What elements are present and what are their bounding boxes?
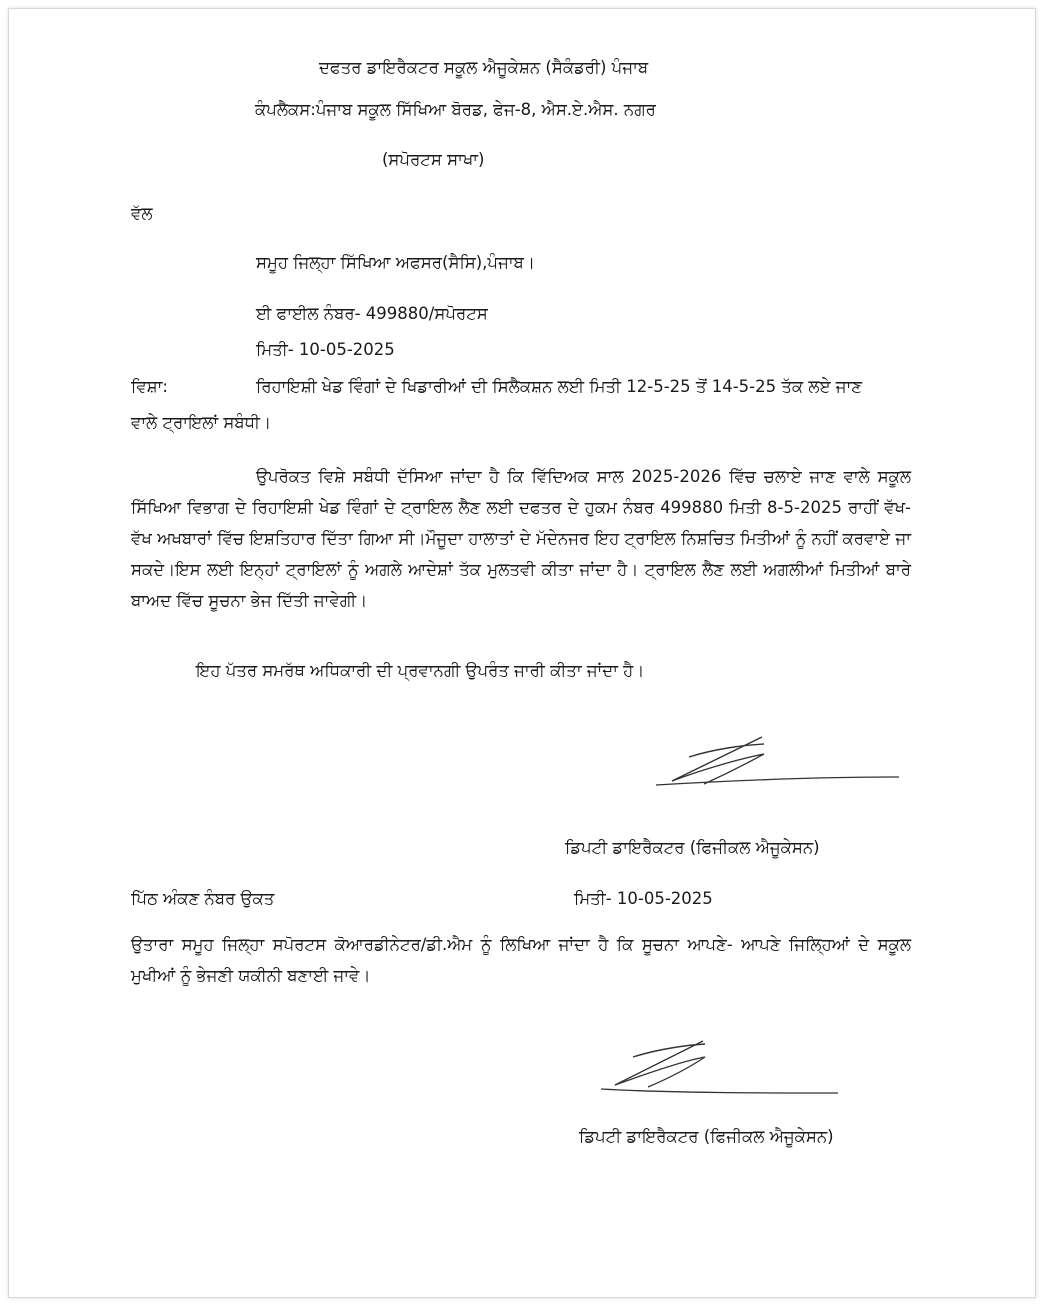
recipient: ਸਮੂਹ ਜਿਲ੍ਹਾ ਸਿੱਖਿਆ ਅਫਸਰ(ਸੈਸਿ),ਪੰਜਾਬ। (256, 253, 535, 272)
signature-1 (644, 729, 904, 799)
signature-2 (593, 1039, 843, 1099)
body-paragraph-2: ਇਹ ਪੱਤਰ ਸਮਰੱਥ ਅਧਿਕਾਰੀ ਦੀ ਪ੍ਰਵਾਨਗੀ ਉਪਰੰਤ ਜਾਰੀ ਕੀਤਾ ਜਾਂਦਾ ਹੈ। (196, 661, 645, 680)
branch-name: (ਸਪੋਰਟਸ ਸਾਖਾ) (382, 150, 485, 169)
endorsement-label: ਪਿੱਠ ਅੰਕਣ ਨੰਬਰ ਉਕਤ (131, 889, 275, 908)
office-address: ਕੰਪਲੈਕਸ:ਪੰਜਾਬ ਸਕੂਲ ਸਿੱਖਿਆ ਬੋਰਡ, ਫੇਜ-8, ਐਸ.ਏ.ਐਸ. ਨਗਰ (255, 100, 656, 119)
body-paragraph-1: ਉਪਰੋਕਤ ਵਿਸ਼ੇ ਸਬੰਧੀ ਦੱਸਿਆ ਜਾਂਦਾ ਹੈ ਕਿ ਵਿੱਦਿਅਕ ਸਾਲ 2025-2026 ਵਿੱਚ ਚਲਾਏ ਜਾਣ ਵਾਲੇ ਸਕੂਲ ਸਿੱਖਿਆ ਵਿਭਾਗ ਦੇ ਰਿਹਾਇਸ਼ੀ ਖੇਡ ਵਿੰਗਾਂ ਦੇ ਟ੍ਰਾਇਲ ਲੈਣ ਲਈ ਦਫਤਰ ਦੇ ਹੁਕਮ ਨੰਬਰ 499880 ਮਿਤੀ 8-5-2025 ਰਾਹੀਂ ਵੱਖ-ਵੱਖ ਅਖਬਾਰਾਂ ਵਿੱਚ ਇਸ਼ਤਿਹਾਰ ਦਿੱਤਾ ਗਿਆ ਸੀ।ਮੌਜੂਦਾ ਹਾਲਾਤਾਂ ਦੇ ਮੱਦੇਨਜਰ ਇਹ ਟ੍ਰਾਇਲ ਨਿਸ਼ਚਿਤ ਮਿਤੀਆਂ ਨੂੰ ਨਹੀਂ ਕਰਵਾਏ ਜਾ ਸਕਦੇ।ਇਸ ਲਈ ਇਨ੍ਹਾਂ ਟ੍ਰਾਇਲਾਂ ਨੂੰ ਅਗਲੇ ਆਦੇਸ਼ਾਂ ਤੱਕ ਮੁਲਤਵੀ ਕੀਤਾ ਜਾਂਦਾ ਹੈ। ਟ੍ਰਾਇਲ ਲੈਣ ਲਈ ਅਗਲੀਆਂ ਮਿਤੀਆਂ ਬਾਰੇ ਬਾਅਦ ਵਿੱਚ ਸੂਚਨਾ ਭੇਜ ਦਿੱਤੀ ਜਾਵੇਗੀ। (131, 467, 911, 610)
to-label: ਵੱਲ (131, 204, 153, 223)
subject-line-1: ਰਿਹਾਇਸ਼ੀ ਖੇਡ ਵਿੰਗਾਂ ਦੇ ਖਿਡਾਰੀਆਂ ਦੀ ਸਿਲੈਕਸ਼ਨ ਲਈ ਮਿਤੀ 12-5-25 ਤੋਂ 14-5-25 ਤੱਕ ਲਏ ਜਾਣ (256, 377, 863, 396)
file-number: ਈ ਫਾਈਲ ਨੰਬਰ- 499880/ਸਪੋਰਟਸ (256, 304, 488, 323)
subject-line-2: ਵਾਲੇ ਟ੍ਰਾਇਲਾਂ ਸਬੰਧੀ। (131, 413, 272, 432)
letter-page (8, 8, 1036, 1298)
endorsement-text: ਉਤਾਰਾ ਸਮੂਹ ਜਿਲ੍ਹਾ ਸਪੋਰਟਸ ਕੋਆਰਡੀਨੇਟਰ/ਡੀ.ਐਮ ਨੂੰ ਲਿਖਿਆ ਜਾਂਦਾ ਹੈ ਕਿ ਸੂਚਨਾ ਆਪਣੇ- ਆਪਣੇ ਜਿਲ੍ਹਿਆਂ ਦੇ ਸਕੂਲ ਮੁਖੀਆਂ ਨੂੰ ਭੇਜਣੀ ਯਕੀਨੀ ਬਣਾਈ ਜਾਵੇ। (131, 935, 911, 985)
subject-label: ਵਿਸ਼ਾ: (131, 377, 168, 396)
office-heading: ਦਫਤਰ ਡਾਇਰੈਕਟਰ ਸਕੂਲ ਐਜੂਕੇਸ਼ਨ (ਸੈਕੰਡਰੀ) ਪੰਜਾਬ (319, 58, 649, 77)
letter-date: ਮਿਤੀ- 10-05-2025 (256, 340, 395, 359)
endorsement-date: ਮਿਤੀ- 10-05-2025 (574, 889, 713, 908)
signatory-1: ਡਿਪਟੀ ਡਾਇਰੈਕਟਰ (ਫਿਜੀਕਲ ਐਜੂਕੇਸਨ) (565, 838, 820, 857)
signatory-2: ਡਿਪਟੀ ਡਾਇਰੈਕਟਰ (ਫਿਜੀਕਲ ਐਜੂਕੇਸਨ) (579, 1127, 834, 1146)
